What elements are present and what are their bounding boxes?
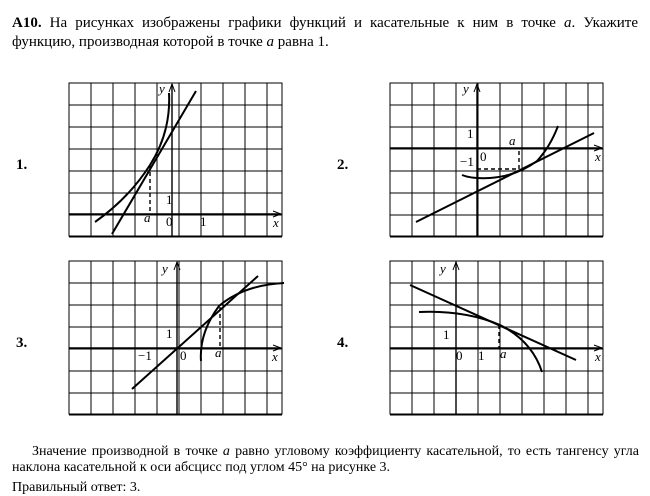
minus-one-label: −1: [138, 348, 152, 363]
graph-2: [390, 83, 605, 238]
zero-label: 0: [456, 348, 463, 363]
graph-1: [69, 83, 284, 238]
graph-3: [69, 261, 284, 416]
x-label: x: [272, 349, 278, 364]
a-label: a: [509, 133, 516, 148]
explanation-text: Значение производной в точке a равно угловому коэффициенту касательной, то есть тангенсу угла наклона касательной к оси абсцисс под углом 45° на рисунке 3.: [12, 444, 639, 475]
graph-4: [390, 261, 605, 416]
figure-2-label: 2.: [337, 157, 349, 173]
a-label: a: [500, 346, 507, 361]
a-label: a: [215, 345, 222, 360]
zero-label: 0: [166, 214, 173, 229]
x-label: x: [595, 149, 601, 164]
tangent-line: [132, 276, 258, 389]
one-y-label: 1: [443, 327, 450, 342]
zero-label: 0: [180, 348, 187, 363]
grid: [390, 261, 603, 415]
figure-1-label: 1.: [16, 157, 28, 173]
x-label: x: [273, 215, 279, 230]
tangent-line: [416, 133, 594, 222]
grid-border: [390, 83, 603, 236]
y-label: y: [162, 261, 168, 276]
one-x-label: 1: [200, 214, 207, 229]
one-x-label: 1: [478, 348, 485, 363]
y-label: y: [463, 81, 469, 96]
figure-3-label: 3.: [16, 335, 28, 351]
x-label: x: [595, 349, 601, 364]
a-label: a: [144, 210, 151, 225]
minus-one-label: −1: [460, 154, 474, 169]
question-text: A10. На рисунках изображены графики функций и касательные к ним в точке a. Укажите функцию, производная которой в точке a равна 1.: [12, 15, 638, 50]
grid-border: [390, 261, 603, 414]
zero-label: 0: [480, 149, 487, 164]
y-label: y: [440, 261, 446, 276]
one-y-label: 1: [166, 326, 173, 341]
one-y-label: 1: [166, 192, 173, 207]
y-label: y: [159, 81, 165, 96]
tangent-line: [112, 91, 196, 234]
answer-text: Правильный ответ: 3.: [12, 480, 141, 495]
figure-4-label: 4.: [337, 335, 349, 351]
grid: [390, 83, 603, 237]
question-number: A10.: [12, 15, 42, 31]
one-y-label: 1: [467, 126, 474, 141]
grid-border: [69, 83, 282, 236]
